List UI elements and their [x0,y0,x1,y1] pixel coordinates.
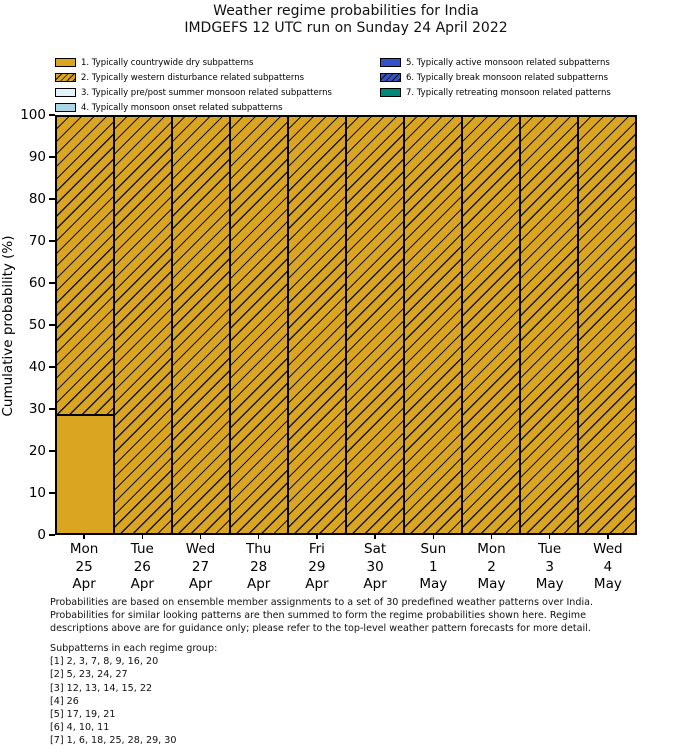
legend-swatch-icon [380,73,401,82]
y-tick-mark [49,114,55,115]
x-tick-label-line: 29 [308,558,326,575]
x-tick-label-line: Apr [247,576,271,592]
legend-item [55,70,332,85]
legend-swatch-icon [55,103,76,112]
x-tick-label-line: 28 [250,558,268,575]
x-tick-label-line: Tue [538,541,562,557]
x-tick-label-line: May [477,576,506,592]
bar [56,116,114,534]
legend-item [55,100,332,115]
bar [520,116,578,534]
x-tick-label-line: Apr [363,576,387,592]
legend-swatch-icon [55,73,76,82]
bar-segment [404,116,462,534]
chart-title: Weather regime probabilities for India [213,3,479,19]
legend-item-label: 6. Typically break monsoon related subpatterns [406,72,608,83]
subpatterns-line: [2] 5, 23, 24, 27 [50,669,128,681]
bar-segment [346,116,404,534]
x-tick-label-line: 4 [603,558,613,575]
x-tick-label-line: Apr [188,576,213,592]
x-tick-label-line: Fri [308,541,325,557]
chart-subtitle: IMDGEFS 12 UTC run on Sunday 24 April 2022 [184,20,508,36]
footer-line: descriptions above are for guidance only; please refer to the top-level weather pattern forecasts for more detail. [50,623,591,634]
x-tick-label-line: 1 [429,558,438,575]
bar [288,116,346,534]
x-tick-mark [374,535,375,539]
y-tick-mark [49,198,55,199]
chart-legend-left-column [55,55,332,115]
legend-swatch-icon [380,58,401,67]
x-tick-label-line: May [593,576,622,592]
y-tick-mark [49,282,55,283]
y-tick-label: 100 [20,107,46,123]
legend-item-label: 1. Typically countrywide dry subpatterns [81,57,254,68]
legend-item-label: 7. Typically retreating monsoon related patterns [406,87,611,98]
y-tick-mark [49,156,55,157]
bar-segment [56,116,114,415]
bar-segment [172,116,230,534]
bar-segment [230,116,288,534]
legend-item [380,70,611,85]
plot-area [55,115,637,535]
bar-segment [114,116,172,534]
x-tick-label-line: Apr [305,576,329,592]
y-axis-title: Cumulative probability (%) [0,235,16,417]
bar [462,116,520,534]
y-tick-mark [49,534,55,535]
legend-swatch-icon [380,88,401,97]
bar-segment [578,116,636,534]
x-tick-label-line: 3 [545,558,554,575]
x-tick-label-line: Wed [185,541,216,557]
x-tick-label-line: 26 [133,558,151,575]
x-tick-label-line: Thu [246,541,272,557]
x-tick-mark [142,535,143,539]
x-tick-mark [433,535,434,539]
x-tick-label-line: Apr [72,576,96,592]
legend-item [380,55,611,70]
subpatterns-heading: Subpatterns in each regime group: [50,643,218,654]
y-tick-mark [49,366,55,367]
y-tick-label: 40 [28,359,46,375]
x-tick-label-line: Mon [69,541,99,557]
bar [172,116,230,534]
subpatterns-line: [6] 4, 10, 11 [50,722,110,734]
x-tick-mark [607,535,608,539]
x-tick-mark [200,535,201,539]
footer-line: Probabilities for similar looking patterns are then summed to form the regime probabilities shown here. Regime [50,610,586,621]
x-tick-label-line: Sat [364,541,387,557]
x-tick-mark [549,535,550,539]
legend-item [380,85,611,100]
subpatterns-line: [5] 17, 19, 21 [50,709,116,721]
legend-swatch-icon [55,88,76,97]
y-tick-label: 60 [28,275,46,291]
x-tick-label [573,541,643,594]
footer-note [50,596,670,635]
y-tick-label: 20 [28,443,46,459]
bar [230,116,288,534]
legend-item-label: 5. Typically active monsoon related subpatterns [406,57,610,68]
y-tick-mark [49,324,55,325]
bar-segment [520,116,578,534]
legend-item-label: 4. Typically monsoon onset related subpatterns [81,102,283,113]
x-tick-label-line: Tue [130,541,154,557]
y-tick-mark [49,492,55,493]
bar [114,116,172,534]
x-tick-label-line: Mon [477,541,506,557]
legend-item [55,55,332,70]
subpatterns-block [50,642,450,748]
x-tick-label-line: May [535,576,564,592]
bar [346,116,404,534]
y-tick-label: 30 [28,401,46,417]
legend-item-label: 2. Typically western disturbance related subpatterns [81,72,305,83]
x-tick-mark [316,535,317,539]
y-tick-label: 80 [28,191,46,207]
subpatterns-line: [4] 26 [50,695,79,707]
legend-item-label: 3. Typically pre/post summer monsoon related subpatterns [81,87,332,98]
bar [404,116,462,534]
subpatterns-line: [3] 12, 13, 14, 15, 22 [50,682,153,694]
subpatterns-line: [1] 2, 3, 7, 8, 9, 16, 20 [50,656,159,668]
x-tick-label-line: Wed [593,541,623,557]
subpatterns-line: [7] 1, 6, 18, 25, 28, 29, 30 [50,735,177,747]
y-tick-label: 70 [28,233,46,249]
x-tick-label-line: 25 [75,558,93,575]
y-tick-label: 0 [37,527,46,543]
y-tick-label: 90 [28,149,46,165]
chart-title-block [55,3,637,37]
bar-segment [288,116,346,534]
bar [578,116,636,534]
x-tick-label-line: May [419,576,448,592]
chart-legend-right-column [380,55,611,100]
bar-segment [462,116,520,534]
x-tick-label-line: 27 [191,558,210,575]
y-tick-mark [49,408,55,409]
y-tick-label: 50 [28,317,46,333]
x-tick-label-line: Sun [420,541,447,557]
x-tick-label-line: Apr [130,576,154,592]
x-tick-label-line: 2 [487,558,496,575]
x-tick-mark [83,535,84,539]
y-tick-label: 10 [28,485,46,501]
x-tick-label-line: 30 [366,558,384,575]
footer-line: Probabilities are based on ensemble member assignments to a set of 30 predefined weather patterns over India. [50,597,594,608]
legend-item [55,85,332,100]
bar-segment [56,415,114,534]
x-tick-mark [491,535,492,539]
legend-swatch-icon [55,58,76,67]
y-tick-mark [49,240,55,241]
y-tick-mark [49,450,55,451]
x-tick-mark [258,535,259,539]
